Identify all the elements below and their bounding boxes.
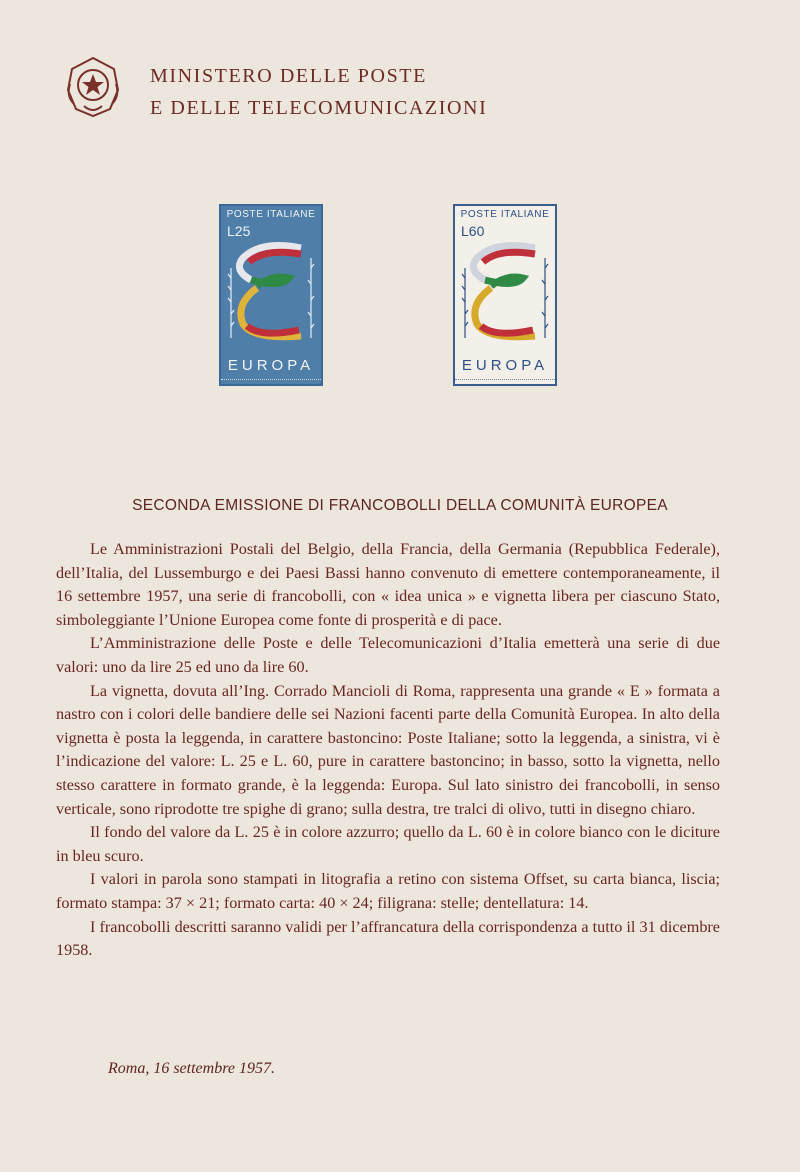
republic-emblem-icon bbox=[62, 54, 124, 120]
document-body bbox=[56, 538, 720, 963]
stamp-value: L60 bbox=[461, 223, 485, 239]
paragraph: La vignetta, dovuta all’Ing. Corrado Mancioli di Roma, rappresenta una grande « E » formata a nastro con i colori delle bandiere delle sei Nazioni facenti parte della Comunità Europea. In alto della vignetta è posta la leggenda, in carattere bastoncino: Poste Italiane; sotto la leggenda, a sinistra, vi è l’indicazione del valore: L. 25 e L. 60, pure in carattere bastoncino; in basso, sotto la vignetta, nello stesso carattere in formato grande, è la leggenda: Europa. Sul lato sinistro dei francobolli, in senso verticale, sono riprodotte tre spighe di grano; sulla destra, tre tralci di olivo, tutti in disegno chiaro. bbox=[56, 681, 720, 818]
europa-ribbon-e-icon bbox=[221, 228, 321, 358]
ministry-line-2: E DELLE TELECOMUNICAZIONI bbox=[150, 97, 488, 119]
paragraph: I valori in parola sono stampati in litografia a retino con sistema Offset, su carta bianca, liscia; formato stampa: 37 × 21; formato carta: 40 × 24; filigrana: stelle; dentellatura: 14. bbox=[56, 870, 720, 912]
stamp-country-label: POSTE ITALIANE bbox=[460, 209, 550, 220]
dateline: Roma, 16 settembre 1957. bbox=[108, 1060, 275, 1077]
ministry-line-1: MINISTERO DELLE POSTE bbox=[150, 65, 427, 87]
stamp-imprint-line bbox=[221, 379, 321, 383]
paragraph: Il fondo del valore da L. 25 è in colore azzurro; quello da L. 60 è in colore bianco con le diciture in bleu scuro. bbox=[56, 823, 720, 865]
stamp-value: L25 bbox=[227, 223, 251, 239]
stamp-imprint-line bbox=[455, 379, 555, 383]
paragraph: Le Amministrazioni Postali del Belgio, della Francia, della Germania (Repubblica Federale), dell’Italia, del Lussemburgo e dei Paesi Bassi hanno convenuto di emettere contemporaneamente, il 16 settembre 1957, una serie di francobolli, con « idea unica » e vignetta libera per ciascuno Stato, simboleggiante l’Unione Europea come fonte di prosperità e di pace. bbox=[56, 540, 720, 629]
paragraph: I francobolli descritti saranno validi per l’affrancatura della corrispondenza a tutto il 31 dicembre 1958. bbox=[56, 917, 720, 960]
paragraph: L’Amministrazione delle Poste e delle Telecomunicazioni d’Italia emetterà una serie di due valori: uno da lire 25 ed uno da lire 60. bbox=[56, 634, 720, 676]
europa-ribbon-e-icon bbox=[455, 228, 555, 358]
stamp-europa-label: EUROPA bbox=[227, 357, 315, 374]
ministry-header bbox=[150, 60, 487, 124]
stamp-country-label: POSTE ITALIANE bbox=[226, 209, 316, 220]
stamp-europa-label: EUROPA bbox=[461, 357, 549, 374]
stamp-25-lire bbox=[219, 204, 323, 386]
stamp-60-lire bbox=[453, 204, 557, 386]
document-heading: SECONDA EMISSIONE DI FRANCOBOLLI DELLA COMUNITÀ EUROPEA bbox=[132, 497, 668, 514]
